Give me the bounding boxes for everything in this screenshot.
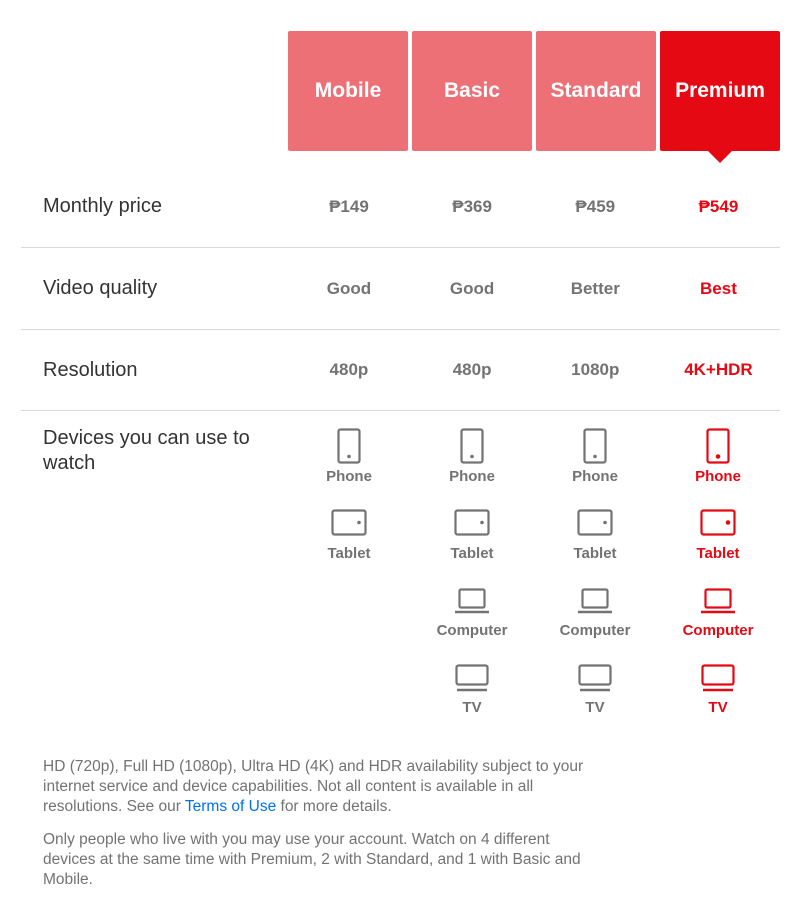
devices-standard (533, 428, 657, 736)
tablet-icon (575, 505, 615, 541)
device-label: Tablet (573, 545, 617, 562)
availability-note-text: HD (720p), Full HD (1080p), Ultra HD (4K) and HDR availability subject to your internet service and device capabilities. Not all content is available in all resolutions. See our (43, 758, 584, 815)
device-tablet-premium (696, 505, 739, 582)
plan-selector (288, 31, 780, 151)
price-mobile: ₱149 (329, 196, 369, 216)
resolution-basic: 480p (452, 360, 492, 379)
availability-note (43, 757, 588, 817)
resolution-premium: 4K+HDR (684, 360, 753, 379)
device-tablet-mobile (327, 505, 370, 582)
phone-icon (698, 428, 738, 464)
phone-icon (452, 428, 492, 464)
devices-label: Devices you can use to watch (43, 427, 250, 474)
plan-card-mobile[interactable]: Mobile (288, 31, 408, 151)
device-label: Computer (559, 622, 631, 639)
plan-card-standard[interactable]: Standard (536, 31, 656, 151)
computer-icon (698, 582, 738, 618)
device-label: TV (462, 699, 482, 716)
quality-mobile: Good (326, 278, 372, 298)
device-phone-basic (449, 428, 495, 505)
device-phone-premium (695, 428, 741, 505)
price-standard: ₱459 (575, 196, 616, 216)
phone-icon (329, 428, 369, 464)
computer-icon (452, 582, 492, 618)
device-tablet-standard (573, 505, 616, 582)
device-phone-mobile (326, 428, 372, 505)
phone-icon (575, 428, 615, 464)
resolution-label: Resolution (43, 358, 138, 381)
device-computer-standard (560, 582, 631, 659)
video-quality-row (21, 248, 780, 330)
quality-standard: Better (570, 278, 620, 298)
resolution-row (21, 330, 780, 411)
tablet-icon (452, 505, 492, 541)
device-label: Computer (682, 622, 754, 639)
devices-mobile (287, 428, 411, 582)
device-computer-premium (683, 582, 754, 659)
tv-icon (698, 659, 738, 695)
device-label: Phone (572, 468, 618, 485)
device-label: Tablet (327, 545, 371, 562)
quality-premium: Best (700, 278, 737, 298)
device-label: Computer (436, 622, 508, 639)
device-label: Tablet (450, 545, 494, 562)
computer-icon (575, 582, 615, 618)
device-label: TV (585, 699, 605, 716)
device-label: Tablet (696, 545, 740, 562)
availability-note-tail: for more details. (276, 798, 392, 815)
monthly-price-row (21, 166, 780, 248)
price-basic: ₱369 (452, 196, 492, 216)
device-tv-premium (698, 659, 738, 736)
device-phone-standard (572, 428, 618, 505)
device-tablet-basic (450, 505, 493, 582)
monthly-price-label: Monthly price (43, 195, 162, 217)
device-tv-basic (452, 659, 492, 736)
quality-basic: Good (449, 278, 495, 298)
tv-icon (575, 659, 615, 695)
tablet-icon (329, 505, 369, 541)
devices-premium (656, 428, 780, 736)
device-label: Phone (326, 468, 372, 485)
resolution-mobile: 480p (329, 360, 369, 379)
terms-of-use-link[interactable]: Terms of Use (184, 798, 277, 815)
tv-icon (452, 659, 492, 695)
device-label: TV (708, 699, 728, 716)
resolution-standard: 1080p (571, 360, 620, 379)
device-label: Phone (449, 468, 495, 485)
device-label: Phone (695, 468, 741, 485)
devices-basic (410, 428, 534, 736)
account-sharing-note: Only people who live with you may use your account. Watch on 4 different devices at the same time with Premium, 2 with Standard, and 1 with Basic and Mobile. (43, 831, 581, 888)
plan-card-basic[interactable]: Basic (412, 31, 532, 151)
video-quality-label: Video quality (43, 277, 158, 299)
plan-card-premium[interactable]: Premium (660, 31, 780, 151)
device-tv-standard (575, 659, 615, 736)
device-computer-basic (437, 582, 508, 659)
tablet-icon (698, 505, 738, 541)
price-premium: ₱549 (698, 196, 739, 216)
